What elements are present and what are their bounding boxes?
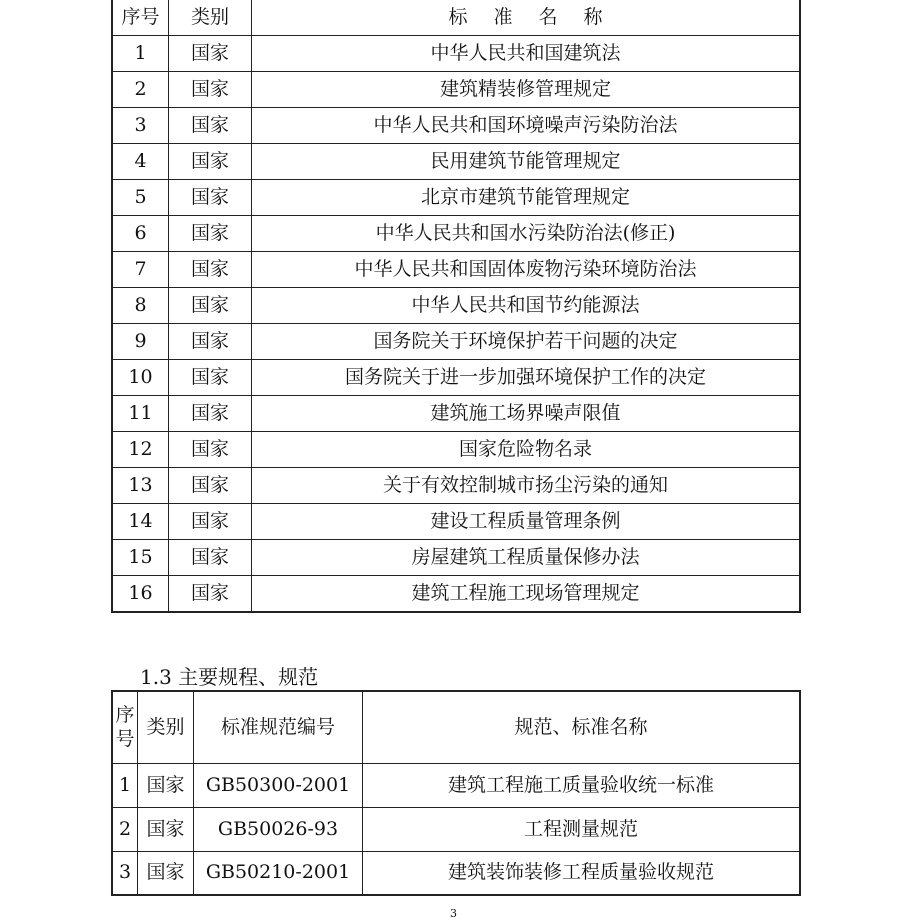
col-header-index: 序号	[112, 691, 138, 763]
table-cell: 3	[112, 851, 138, 895]
table-row	[112, 216, 800, 252]
table-cell: 国家	[169, 108, 252, 144]
section-title: 1.3 主要规程、规范	[140, 665, 319, 689]
table-cell: 国家	[138, 851, 194, 895]
table-cell: 14	[112, 504, 169, 540]
table-cell: 中华人民共和国固体废物污染环境防治法	[252, 252, 801, 288]
table-cell: 建筑工程施工现场管理规定	[252, 576, 801, 613]
table-cell: 16	[112, 576, 169, 613]
table-row	[112, 144, 800, 180]
table-cell: 工程测量规范	[363, 807, 801, 851]
table-row	[112, 108, 800, 144]
regulations-table	[111, 690, 801, 896]
table-cell: 9	[112, 324, 169, 360]
table-row	[112, 807, 800, 851]
table-cell: GB50026-93	[194, 807, 363, 851]
table-cell: 国家	[169, 468, 252, 504]
table-row	[112, 540, 800, 576]
table-cell: 15	[112, 540, 169, 576]
col-header-name: 规范、标准名称	[363, 691, 801, 763]
table-header-row	[112, 0, 800, 36]
table-cell: 2	[112, 807, 138, 851]
table-cell: 国家危险物名录	[252, 432, 801, 468]
table-row	[112, 288, 800, 324]
table-cell: 国家	[169, 288, 252, 324]
table-cell: 4	[112, 144, 169, 180]
table-cell: 6	[112, 216, 169, 252]
table-cell: 10	[112, 360, 169, 396]
table-cell: 3	[112, 108, 169, 144]
table-cell: 建筑施工场界噪声限值	[252, 396, 801, 432]
table-cell: 国家	[169, 36, 252, 72]
table-cell: 1	[112, 763, 138, 807]
table-row	[112, 324, 800, 360]
table-cell: GB50210-2001	[194, 851, 363, 895]
table-cell: 国家	[169, 360, 252, 396]
table-cell: 建筑工程施工质量验收统一标准	[363, 763, 801, 807]
table-row	[112, 432, 800, 468]
table-cell: 1	[112, 36, 169, 72]
table-cell: 国家	[138, 763, 194, 807]
table-cell: 国家	[169, 504, 252, 540]
table-row	[112, 851, 800, 895]
table-cell: 国家	[169, 72, 252, 108]
table-cell: 中华人民共和国环境噪声污染防治法	[252, 108, 801, 144]
col-header-code: 标准规范编号	[194, 691, 363, 763]
standards-table	[111, 0, 801, 613]
table-cell: 国务院关于进一步加强环境保护工作的决定	[252, 360, 801, 396]
table-row	[112, 763, 800, 807]
page-number: 3	[450, 907, 457, 920]
table-cell: 国家	[169, 432, 252, 468]
table-cell: 关于有效控制城市扬尘污染的通知	[252, 468, 801, 504]
table-row	[112, 72, 800, 108]
table-cell: 国家	[169, 324, 252, 360]
table-cell: 中华人民共和国建筑法	[252, 36, 801, 72]
table-row	[112, 180, 800, 216]
col-header-name: 标准名称	[252, 0, 801, 36]
col-header-category: 类别	[169, 0, 252, 36]
col-header-category: 类别	[138, 691, 194, 763]
table-row	[112, 576, 800, 613]
table-cell: 北京市建筑节能管理规定	[252, 180, 801, 216]
table-cell: 建筑装饰装修工程质量验收规范	[363, 851, 801, 895]
table-cell: 中华人民共和国节约能源法	[252, 288, 801, 324]
table-cell: 11	[112, 396, 169, 432]
table-cell: 国家	[169, 216, 252, 252]
table-row	[112, 360, 800, 396]
table-row	[112, 396, 800, 432]
table-cell: 12	[112, 432, 169, 468]
table-cell: 国家	[169, 144, 252, 180]
table-cell: 国务院关于环境保护若干问题的决定	[252, 324, 801, 360]
table-cell: 建设工程质量管理条例	[252, 504, 801, 540]
table-row	[112, 504, 800, 540]
table-cell: 7	[112, 252, 169, 288]
table-cell: 中华人民共和国水污染防治法(修正)	[252, 216, 801, 252]
table-header-row	[112, 691, 800, 763]
table-cell: 国家	[169, 180, 252, 216]
table-row	[112, 36, 800, 72]
table-row	[112, 252, 800, 288]
col-header-index: 序号	[112, 0, 169, 36]
table-cell: 房屋建筑工程质量保修办法	[252, 540, 801, 576]
table-cell: 民用建筑节能管理规定	[252, 144, 801, 180]
table-cell: 5	[112, 180, 169, 216]
table-cell: 2	[112, 72, 169, 108]
table-cell: 8	[112, 288, 169, 324]
table-cell: 建筑精装修管理规定	[252, 72, 801, 108]
table-row	[112, 468, 800, 504]
table-cell: 国家	[138, 807, 194, 851]
table-cell: 国家	[169, 396, 252, 432]
table-cell: GB50300-2001	[194, 763, 363, 807]
table-cell: 国家	[169, 252, 252, 288]
table-cell: 国家	[169, 576, 252, 613]
table-cell: 13	[112, 468, 169, 504]
table-cell: 国家	[169, 540, 252, 576]
